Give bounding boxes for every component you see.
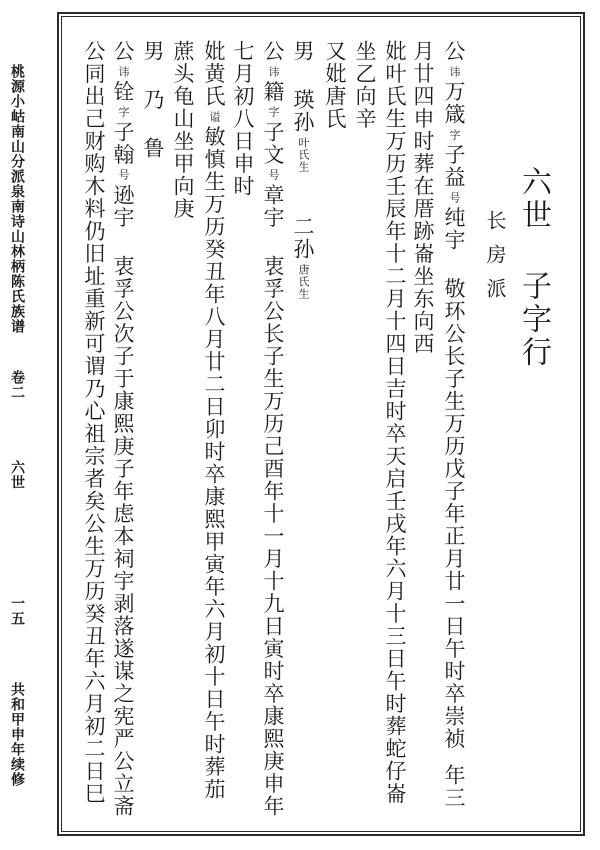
body-text: 公: [442, 40, 466, 63]
body-text: 敏慎生万历癸丑年八月廿二日卯时卒康熙甲寅年六月初十日午时葬茄: [202, 125, 226, 801]
annotation-text: 字: [267, 106, 280, 118]
body-text: 蔗头龟山坐甲向庚: [171, 40, 195, 220]
annotation-text: 讳: [448, 65, 461, 78]
text-column: [443, 40, 464, 809]
body-text: 瑛孙: [291, 88, 315, 134]
body-text: 乃: [141, 88, 165, 111]
text-column: [203, 40, 224, 801]
body-text: 公: [261, 40, 285, 63]
body-text: 万箴: [442, 80, 466, 126]
body-text: 籍: [261, 80, 285, 103]
annotation-text: 讳: [267, 65, 280, 78]
body-text: 月廿四申时葬在厝跡崙坐东向西: [411, 40, 435, 355]
body-text: 年三: [442, 764, 466, 809]
annotation-text: 谥: [208, 110, 221, 123]
annotation-text: 号: [117, 169, 130, 181]
branch-title: 长房派: [483, 210, 507, 312]
body-text: 子翰: [111, 121, 135, 166]
body-text: 公: [111, 40, 135, 63]
page-title: 六世 子字行: [516, 166, 551, 369]
margin-volume: 卷二: [9, 370, 25, 400]
body-text: 子文: [261, 121, 285, 166]
margin-book-title: 桃源小岵南山分派泉南诗山林柄陈氏族谱: [9, 64, 25, 334]
body-text: 敬环公长子生万历戊子年正月廿一日午时卒崇祯: [442, 277, 466, 750]
body-text: 坐乙向辛: [353, 40, 377, 130]
text-column: [324, 40, 345, 130]
annotation-text: 唐氏生: [297, 263, 310, 300]
text-column: [112, 40, 133, 818]
body-text: 衷孚公长子生万历己酉年十一月十九日寅时卒康熙庚申年: [261, 255, 285, 818]
margin-edition: 共和甲申年续修: [9, 682, 25, 787]
text-column: [142, 40, 163, 160]
body-text: 章宇: [261, 184, 285, 229]
annotation-text: 字: [117, 106, 130, 118]
annotation-text: 叶氏生: [297, 136, 310, 173]
body-text: 铨: [111, 80, 135, 103]
annotation-text: 号: [448, 191, 461, 204]
annotation-text: 讳: [117, 65, 130, 78]
text-column: [412, 40, 433, 355]
annotation-text: 字: [448, 128, 461, 141]
annotation-text: 号: [267, 169, 280, 181]
text-column: [83, 40, 104, 805]
body-text: 纯宇: [442, 206, 466, 252]
text-column: [292, 40, 313, 303]
body-text: 衷孚公次子于康熙庚子年虑本祠宇剥落遂谋之宪严公立斋: [111, 255, 135, 818]
text-column: [262, 40, 283, 818]
body-text: 二孙: [291, 215, 315, 261]
body-text: 妣黄氏: [202, 40, 226, 108]
text-column: [384, 40, 405, 805]
body-text: 又妣唐氏: [323, 40, 347, 130]
body-text: 公同出己财购木料仍旧址重新可谓乃心祖宗者矣公生万历癸丑年六月初二日巳: [82, 40, 106, 805]
page-border-inner: [61, 16, 581, 832]
margin-page-number: 一五: [9, 596, 25, 626]
body-text: 男: [291, 40, 315, 63]
body-text: 男: [141, 40, 165, 63]
text-column: [354, 40, 375, 130]
body-text: 子益: [442, 143, 466, 189]
body-text: 逊宇: [111, 184, 135, 229]
margin-generation: 六世: [9, 460, 25, 490]
text-column: [232, 40, 253, 198]
body-text: 鲁: [141, 137, 165, 160]
body-text: 妣叶氏生万历壬辰年十二月十四日吉时卒天启壬戌年六月十三日午时葬蛇仔崙: [383, 40, 407, 805]
text-column: [172, 40, 193, 220]
body-text: 七月初八日申时: [231, 40, 255, 198]
